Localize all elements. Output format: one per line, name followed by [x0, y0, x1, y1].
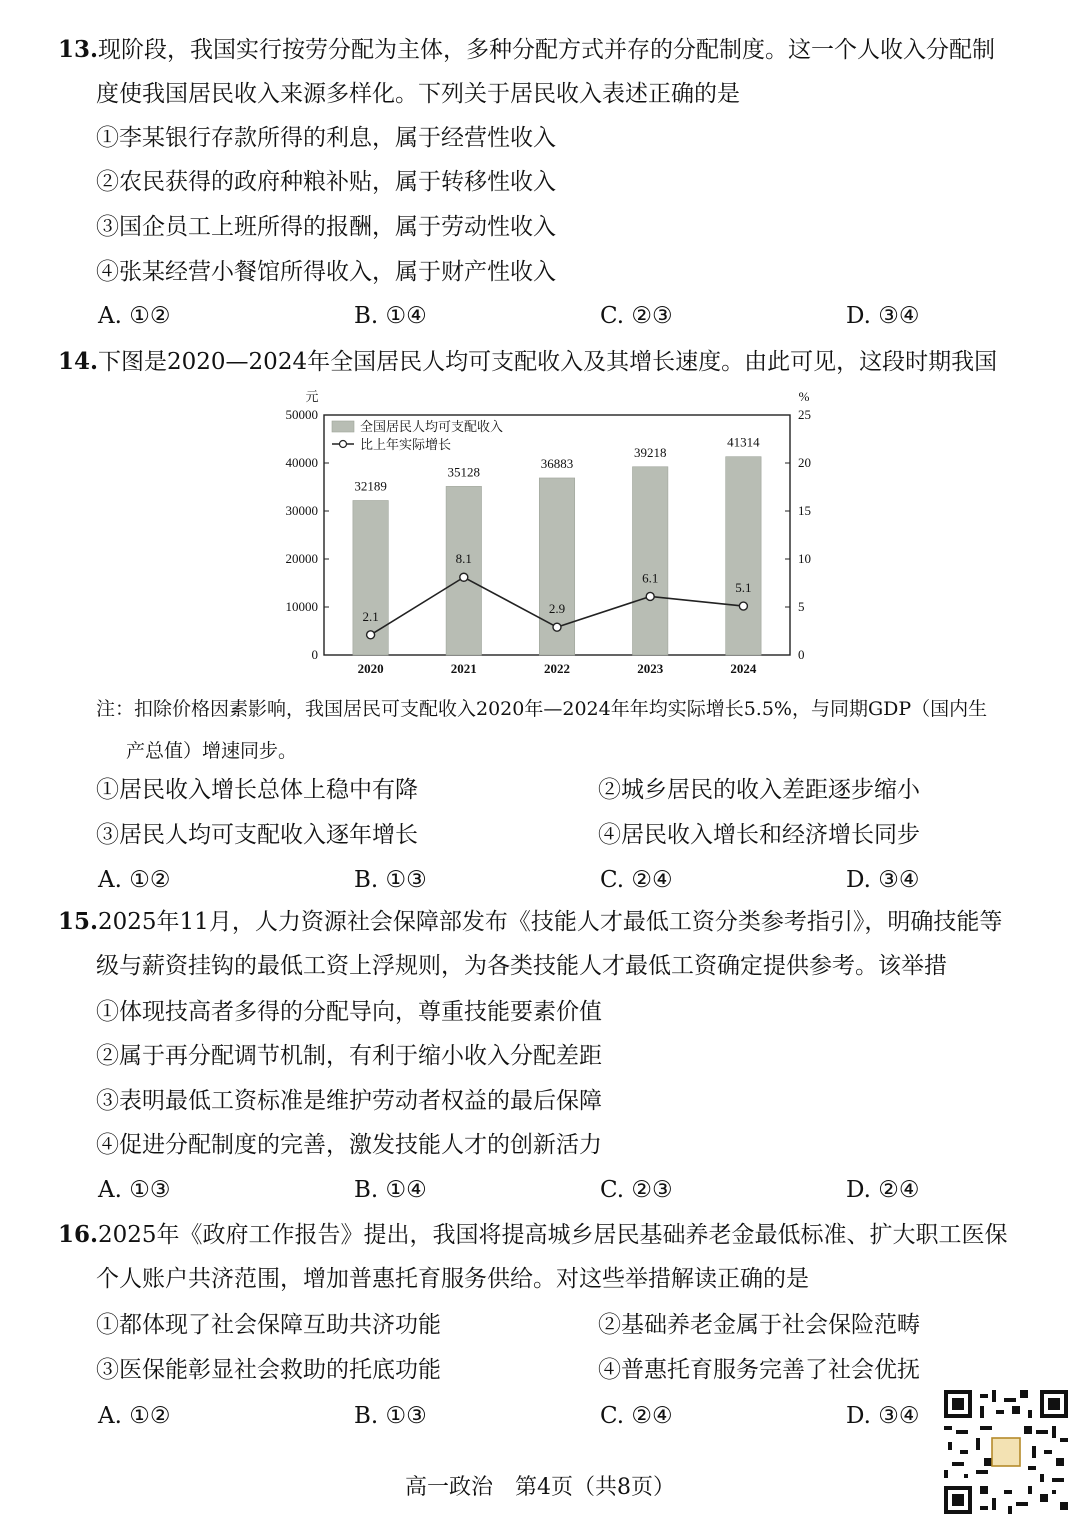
growth-point	[739, 602, 747, 610]
q16-option-4: ④普惠托育服务完善了社会优抚	[598, 1357, 920, 1383]
growth-point	[367, 631, 375, 639]
income-chart-svg	[258, 385, 818, 685]
growth-point-label: 2.9	[548, 601, 566, 617]
right-tick-label: 15	[798, 503, 811, 518]
q16-option-2: ②基础养老金属于社会保险范畴	[598, 1312, 920, 1338]
income-bar-label: 35128	[447, 464, 481, 480]
q15-stem	[58, 900, 1032, 988]
left-tick-label: 40000	[285, 455, 318, 470]
right-tick-label: 25	[798, 407, 811, 422]
q13-stem	[58, 28, 1032, 116]
q14-note-line1: 注：扣除价格因素影响，我国居民可支配收入2020年—2024年年均实际增长5.5%，与同期GDP（国内生	[96, 698, 988, 720]
left-tick-label: 0	[311, 647, 318, 662]
legend-bar-label: 全国居民人均可支配收入	[360, 419, 504, 434]
q14-stem-text: 下图是2020—2024年全国居民人均可支配收入及其增长速度。由此可见，这段时期我国	[98, 349, 998, 375]
q13-answer-d: D. ③④	[846, 303, 920, 329]
q15-stem-line1: 2025年11月，人力资源社会保障部发布《技能人才最低工资分类参考指引》，明确技能等	[98, 909, 1003, 935]
q15-answer-c: C. ②③	[600, 1177, 673, 1203]
q13-stem-line1: 现阶段，我国实行按劳分配为主体，多种分配方式并存的分配制度。这一个人收入分配制	[98, 37, 996, 63]
right-tick-label: 10	[798, 551, 811, 566]
q15-option-3: ③表明最低工资标准是维护劳动者权益的最后保障	[96, 1088, 602, 1114]
page-footer: 高一政治 第4页（共8页）	[405, 1475, 675, 1500]
right-tick-label: 0	[798, 647, 805, 662]
q16-answer-c: C. ②④	[600, 1403, 673, 1429]
left-tick-label: 50000	[285, 407, 318, 422]
income-bar-label: 32189	[354, 478, 387, 494]
q14-stem	[58, 340, 1032, 384]
growth-point-label: 2.1	[362, 608, 379, 624]
q15-answer-b: B. ①④	[354, 1177, 427, 1203]
q16-stem-line1: 2025年《政府工作报告》提出，我国将提高城乡居民基础养老金最低标准、扩大职工医保	[98, 1222, 1008, 1248]
q14-answer-b: B. ①③	[354, 867, 427, 893]
q13-answer-b: B. ①④	[354, 303, 427, 329]
q13-answer-c: C. ②③	[600, 303, 673, 329]
q16-answer-d: D. ③④	[846, 1403, 920, 1429]
growth-point	[460, 573, 468, 581]
income-bar-label: 36883	[540, 455, 574, 471]
q14-option-2: ②城乡居民的收入差距逐步缩小	[598, 777, 920, 803]
q13-stem-line2: 度使我国居民收入来源多样化。下列关于居民收入表述正确的是	[96, 81, 740, 107]
growth-point-label: 6.1	[642, 570, 659, 586]
growth-point	[646, 592, 654, 600]
q16-stem	[58, 1213, 1032, 1301]
income-bar-label: 41314	[727, 434, 760, 450]
legend-bar-swatch	[332, 421, 354, 432]
q15-option-4: ④促进分配制度的完善，激发技能人才的创新活力	[96, 1132, 602, 1158]
income-bar	[632, 467, 667, 655]
q15-answer-d: D. ②④	[846, 1177, 920, 1203]
right-axis-unit: %	[798, 389, 810, 404]
q16-number: 16.	[58, 1221, 99, 1248]
q14-answer-a: A. ①②	[98, 867, 171, 893]
q15-number: 15.	[58, 908, 99, 935]
income-bar	[726, 457, 761, 655]
q16-answer-a: A. ①②	[98, 1403, 171, 1429]
q13-option-4: ④张某经营小餐馆所得收入，属于财产性收入	[96, 259, 556, 285]
legend-line-label: 比上年实际增长	[360, 437, 452, 452]
q14-option-1: ①居民收入增长总体上稳中有降	[96, 777, 418, 803]
q14-number: 14.	[58, 348, 99, 375]
x-tick-label: 2021	[450, 661, 477, 676]
left-tick-label: 30000	[285, 503, 318, 518]
q16-option-3: ③医保能彰显社会救助的托底功能	[96, 1357, 441, 1383]
income-chart	[258, 385, 818, 685]
q16-option-1: ①都体现了社会保障互助共济功能	[96, 1312, 441, 1338]
q14-answer-d: D. ③④	[846, 867, 920, 893]
income-bar	[446, 486, 481, 655]
right-tick-label: 5	[798, 599, 805, 614]
q14-note	[96, 688, 1032, 772]
q14-answer-c: C. ②④	[600, 867, 673, 893]
left-axis-unit: 元	[305, 389, 319, 404]
x-tick-label: 2020	[357, 661, 384, 676]
q13-option-3: ③国企员工上班所得的报酬，属于劳动性收入	[96, 214, 556, 240]
q13-option-2: ②农民获得的政府种粮补贴，属于转移性收入	[96, 169, 556, 195]
right-tick-label: 20	[798, 455, 811, 470]
growth-point-label: 8.1	[455, 551, 472, 567]
q16-answer-b: B. ①③	[354, 1403, 427, 1429]
growth-point-label: 5.1	[735, 580, 752, 596]
legend-line-marker	[340, 441, 347, 448]
x-tick-label: 2022	[544, 661, 570, 676]
x-tick-label: 2024	[730, 661, 757, 676]
q16-stem-line2: 个人账户共济范围，增加普惠托育服务供给。对这些举措解读正确的是	[96, 1266, 809, 1292]
q15-option-1: ①体现技高者多得的分配导向，尊重技能要素价值	[96, 999, 602, 1025]
income-bar-label: 39218	[633, 444, 667, 460]
left-tick-label: 10000	[285, 599, 318, 614]
x-tick-label: 2023	[637, 661, 664, 676]
left-tick-label: 20000	[285, 551, 318, 566]
q13-number: 13.	[58, 36, 99, 63]
q14-note-line2: 产总值）增速同步。	[126, 740, 298, 762]
q15-option-2: ②属于再分配调节机制，有利于缩小收入分配差距	[96, 1043, 602, 1069]
q15-stem-line2: 级与薪资挂钩的最低工资上浮规则，为各类技能人才最低工资确定提供参考。该举措	[96, 953, 947, 979]
q13-option-1: ①李某银行存款所得的利息，属于经营性收入	[96, 125, 556, 151]
q14-option-3: ③居民人均可支配收入逐年增长	[96, 822, 418, 848]
growth-point	[553, 623, 561, 631]
q13-answer-a: A. ①②	[98, 303, 171, 329]
q15-answer-a: A. ①③	[98, 1177, 171, 1203]
q14-option-4: ④居民收入增长和经济增长同步	[598, 822, 920, 848]
